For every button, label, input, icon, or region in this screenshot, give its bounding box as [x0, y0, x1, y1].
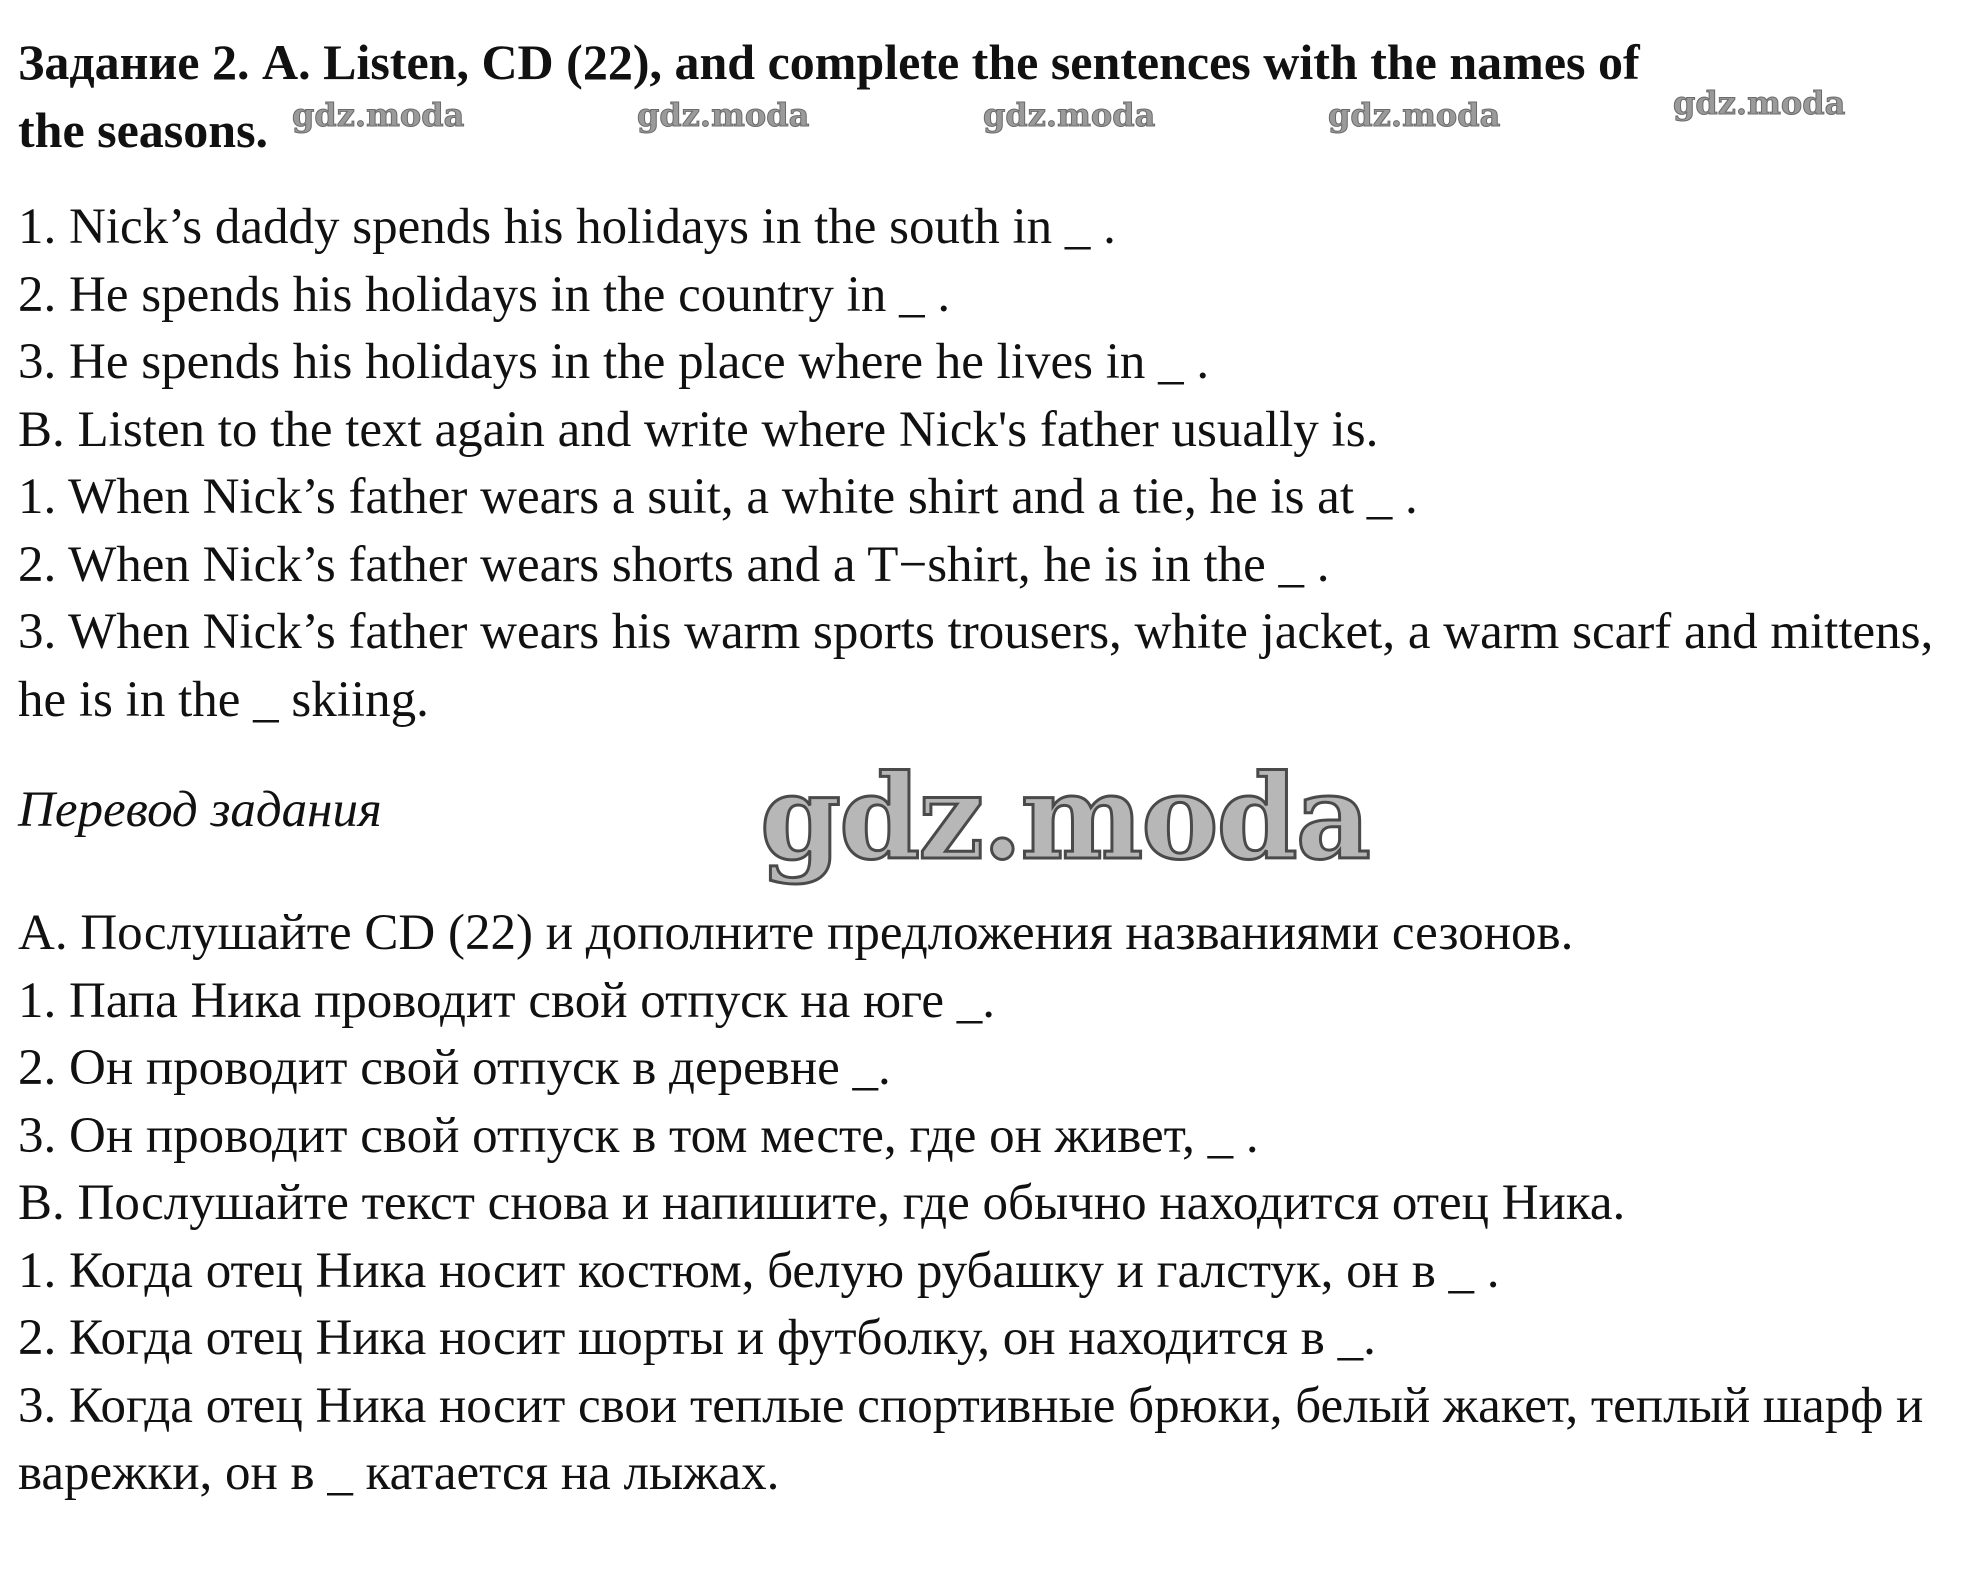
exercise-a-sentence-2: 2. He spends his holidays in the country in _ . [18, 266, 951, 323]
english-exercise [18, 194, 1958, 734]
watermark-small-3: gdz.moda [983, 96, 1156, 134]
translation-b-sentence-2: 2. Когда отец Ника носит шорты и футболку, он находится в _. [18, 1310, 1376, 1366]
exercise-b-sentence-2: 2. When Nick’s father wears shorts and a T−shirt, he is in the _ . [18, 536, 1330, 593]
translation-title: Перевод задания [18, 782, 382, 838]
translation-b-sentence-3: 3. Когда отец Ника носит свои теплые спортивные брюки, белый жакет, теплый шарф и варежки, он в _ катается на лыжах. [18, 1377, 1924, 1501]
exercise-b-sentence-1: 1. When Nick’s father wears a suit, a white shirt and a tie, he is at _ . [18, 469, 1418, 525]
watermark-small-1: gdz.moda [292, 96, 465, 134]
exercise-b-instruction: B. Listen to the text again and write where Nick's father usually is. [18, 401, 1379, 458]
translation-a-instruction: A. Послушайте CD (22) и дополните предложения названиями сезонов. [18, 905, 1574, 961]
exercise-a-sentence-3: 3. He spends his holidays in the place where he lives in _ . [18, 334, 1210, 390]
translation-b-instruction: B. Послушайте текст снова и напишите, где обычно находится отец Ника. [18, 1175, 1626, 1231]
exercise-b-sentence-3: 3. When Nick’s father wears his warm sports trousers, white jacket, a warm scarf and mittens, he is in the _ skiing. [18, 604, 1934, 728]
watermark-small-2: gdz.moda [637, 96, 810, 134]
exercise-a-sentence-1: 1. Nick’s daddy spends his holidays in the south in _ . [18, 199, 1116, 255]
translation-a-sentence-1: 1. Папа Ника проводит свой отпуск на юге _. [18, 972, 995, 1029]
translation-a-sentence-2: 2. Он проводит свой отпуск в деревне _. [18, 1040, 891, 1096]
task-heading-line-2: the seasons. [18, 102, 269, 158]
task-heading-line-1: Задание 2. A. Listen, CD (22), and complete the sentences with the names of [18, 34, 1640, 90]
translation-a-sentence-3: 3. Он проводит свой отпуск в том месте, где он живет, _ . [18, 1107, 1259, 1164]
translation-b-sentence-1: 1. Когда отец Ника носит костюм, белую рубашку и галстук, он в _ . [18, 1242, 1500, 1299]
watermark-small-4: gdz.moda [1328, 96, 1501, 134]
russian-translation [18, 900, 1958, 1508]
watermark-small-5: gdz.moda [1673, 84, 1846, 122]
watermark-large: gdz.moda [760, 750, 1369, 886]
